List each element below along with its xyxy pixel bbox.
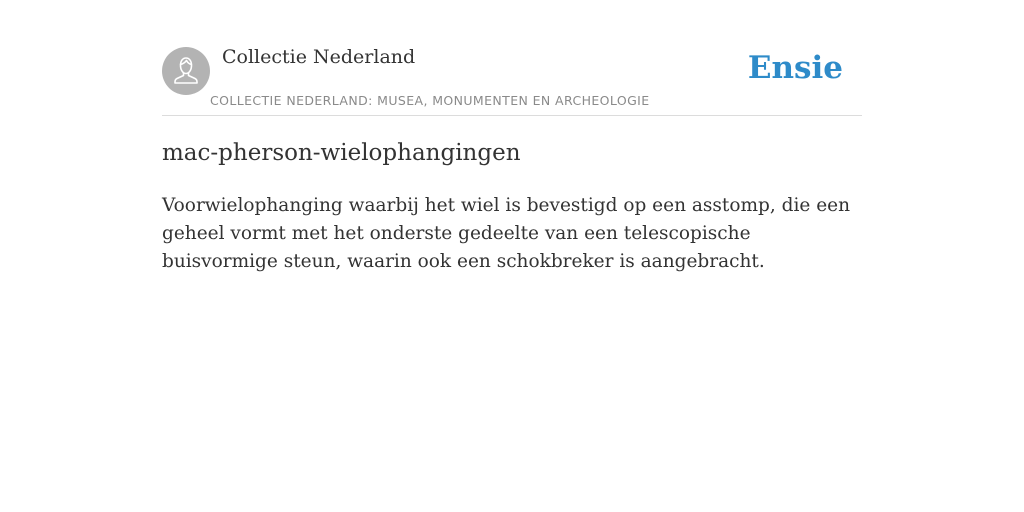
collection-label-link[interactable]: COLLECTIE NEDERLAND: MUSEA, MONUMENTEN EN ARCHEOLOGIE <box>210 93 650 108</box>
entry-title: mac-pherson-wielophangingen <box>162 140 521 166</box>
user-silhouette-icon <box>162 47 210 95</box>
entry-header <box>162 46 862 116</box>
author-name-link[interactable]: Collectie Nederland <box>222 46 416 68</box>
brand-logo-link[interactable]: Ensie <box>747 50 843 86</box>
author-avatar[interactable] <box>162 47 210 95</box>
entry-definition: Voorwielophanging waarbij het wiel is bevestigd op een asstomp, die een geheel vormt met het onderste gedeelte van een telescopische buisvormige steun, waarin ook een schokbreker is aangebracht. <box>162 195 851 272</box>
